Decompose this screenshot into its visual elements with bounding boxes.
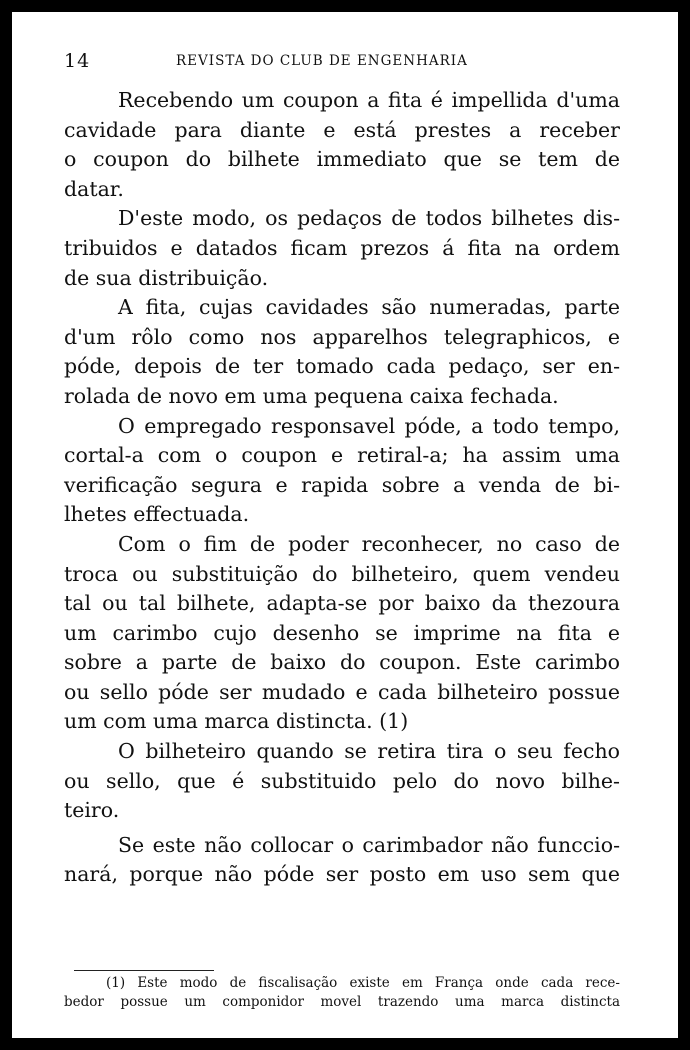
text-line: tal ou tal bilhete, adapta-se por baixo da thezoura (64, 591, 620, 616)
footnote (64, 974, 620, 1012)
text-line: troca ou substituição do bilheteiro, quem vendeu (64, 561, 620, 586)
text-line: lhetes effectuada. (64, 502, 250, 527)
text-line: d'um rôlo como nos apparelhos telegraphicos, e (64, 324, 620, 349)
footnote-rule (74, 970, 214, 971)
text-line: O bilheteiro quando se retira tira o seu fecho (118, 739, 620, 764)
text-line: ou sello, que é substituido pelo do novo bilhe- (64, 768, 620, 793)
text-line: sobre a parte de baixo do coupon. Este carimbo (64, 650, 620, 675)
text-line: de sua distribuição. (64, 265, 269, 290)
text-line: cavidade para diante e está prestes a receber (64, 117, 620, 142)
text-line: Com o fim de poder reconhecer, no caso de (118, 531, 620, 556)
text-line: cortal-a com o coupon e retiral-a; ha assim uma (64, 443, 620, 468)
text-line: póde, depois de ter tomado cada pedaço, ser en- (64, 354, 620, 379)
text-line: A fita, cujas cavidades são numeradas, parte (118, 295, 620, 320)
text-line: verificação segura e rapida sobre a venda de bi- (64, 472, 620, 497)
book-page (12, 12, 678, 1038)
text-line: datar. (64, 176, 124, 201)
footnote-line: (1) Este modo de fiscalisação existe em França onde cada rece- (106, 975, 620, 991)
text-line: tribuidos e datados ficam prezos á fita na ordem (64, 235, 620, 260)
text-line: um carimbo cujo desenho se imprime na fita e (64, 620, 620, 645)
text-line: O empregado responsavel póde, a todo tempo, (118, 413, 620, 438)
text-line: D'este modo, os pedaços de todos bilhetes dis- (118, 206, 620, 231)
page-number: 14 (64, 50, 91, 72)
page-header (64, 50, 600, 74)
body-text (64, 86, 620, 890)
text-line: Recebendo um coupon a fita é impellida d'uma (118, 88, 620, 112)
text-line: um com uma marca distincta. (1) (64, 709, 409, 734)
text-line: Se este não collocar o carimbador não funccio- (118, 832, 620, 857)
text-line: teiro. (64, 798, 120, 823)
text-line: ou sello póde ser mudado e cada bilheteiro possue (64, 679, 620, 704)
running-title: REVISTA DO CLUB DE ENGENHARIA (176, 53, 468, 69)
footnote-line: bedor possue um componidor movel trazendo uma marca distincta (64, 994, 620, 1010)
text-line: o coupon do bilhete immediato que se tem de (64, 147, 620, 172)
text-line: rolada de novo em uma pequena caixa fechada. (64, 383, 559, 408)
text-line: nará, porque não póde ser posto em uso sem que (64, 862, 620, 887)
